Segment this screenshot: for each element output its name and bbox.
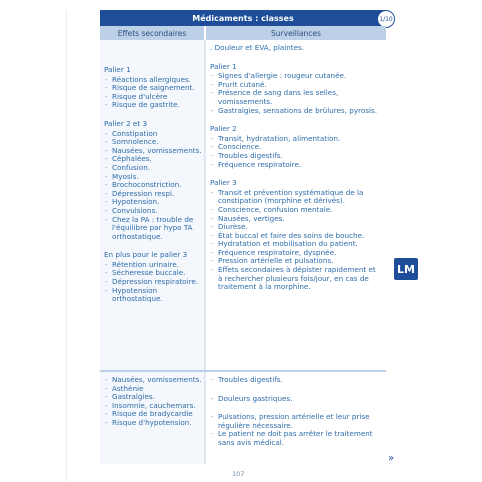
list-item: - Réactions allergiques. <box>104 76 202 85</box>
list-item: - Dépression respiratoire. <box>104 278 202 287</box>
list-item: - Dépression respi. <box>104 190 202 199</box>
effets-palier1-heading: Palier 1 <box>104 65 131 74</box>
effets-palier23-list <box>104 130 202 242</box>
list-item: - Présence de sang dans les selles, vomissements. <box>210 89 382 106</box>
list-item: - Conscience. <box>210 143 382 152</box>
surveillances-palier1-list <box>210 72 382 115</box>
list-item: - Rétention urinaire. <box>104 261 202 270</box>
surveillances-bottom-block <box>210 376 382 448</box>
list-item: - Risque d'ulcère <box>104 93 202 102</box>
surveillances-palier3-heading: Palier 3 <box>210 178 237 188</box>
list-item: - Gastralgies, sensations de brûlures, pyrosis. <box>210 107 382 116</box>
row-separator <box>100 370 386 372</box>
surveillances-palier3-list <box>210 189 382 292</box>
list-item: - État buccal et faire des soins de bouche. <box>210 232 382 241</box>
list-item: - Nausées, vomissements. <box>104 376 202 385</box>
list-item: - Convulsions. <box>104 207 202 216</box>
list-item: - Signes d'allergie : rougeur cutanée. <box>210 72 382 81</box>
double-chevron-right-icon[interactable]: » <box>388 453 395 464</box>
column-header-surveillances: Surveillances <box>206 26 386 40</box>
list-item: - Chez la PA : trouble de l'équilibre par hypo TA orthostatique. <box>104 216 202 242</box>
surveillances-palier2-list <box>210 135 382 169</box>
list-item: - Transit, hydratation, alimentation. <box>210 135 382 144</box>
column-divider <box>204 40 206 464</box>
list-item: - Hypotension orthostatique. <box>104 287 202 304</box>
list-item: - Nausées, vomissements. <box>104 147 202 156</box>
list-item: - Troubles digestifs. <box>210 376 382 385</box>
list-item: - Conscience, confusion mentale. <box>210 206 382 215</box>
column-header-effets: Effets secondaires <box>100 26 204 40</box>
surveillances-palier2-heading: Palier 2 <box>210 124 237 134</box>
effets-block <box>104 66 202 304</box>
side-tab-lm[interactable]: LM <box>394 258 418 280</box>
effets-palier23-heading: Palier 2 et 3 <box>104 118 148 128</box>
list-item: - Fréquence respiratoire. <box>210 161 382 170</box>
list-item: - Pulsations, pression artérielle et leur prise régulière nécessaire. <box>210 413 382 430</box>
table-title: Médicaments : classes <box>100 10 386 26</box>
list-item: - Confusion. <box>104 164 202 173</box>
list-item: - Hypotension. <box>104 198 202 207</box>
list-item: - Asthénie <box>104 385 202 394</box>
list-item: - Constipation <box>104 130 202 139</box>
left-margin <box>0 0 64 482</box>
list-item: - Gastralgies. <box>104 393 202 402</box>
page-number: 107 <box>232 470 245 478</box>
list-item: - Le patient ne doit pas arrêter le traitement sans avis médical. <box>210 430 382 447</box>
surveillances-palier1-heading: Palier 1 <box>210 61 237 71</box>
list-item: - Myosis. <box>104 173 202 182</box>
effets-palier3-heading: En plus pour le palier 3 <box>104 250 188 260</box>
list-item: - Risque de gastrite. <box>104 101 202 110</box>
list-item: - Sécheresse buccale. <box>104 269 202 278</box>
page-badge: 1/10 <box>377 10 395 28</box>
list-item: - Effets secondaires à dépister rapidement et à rechercher plusieurs fois/jour, en cas de traitement à la morphine. <box>210 266 382 292</box>
surveillances-block <box>210 44 382 292</box>
effets-bottom-list <box>104 376 202 428</box>
list-item: - Risque d'hypotension. <box>104 419 202 428</box>
effets-palier1-list <box>104 76 202 110</box>
list-item: - Transit et prévention systématique de la constipation (morphine et dérivés). <box>210 189 382 206</box>
list-item: - Nausées, vertiges. <box>210 215 382 224</box>
list-item: - Troubles digestifs. <box>210 152 382 161</box>
list-item: - Risque de saignement. <box>104 84 202 93</box>
list-item: - Somnolence. <box>104 138 202 147</box>
list-item: - Pression artérielle et pulsations. <box>210 257 382 266</box>
list-item: - Insomnie, cauchemars. <box>104 402 202 411</box>
surveillances-intro: . Douleur et EVA, plaintes. <box>210 43 305 52</box>
effets-palier3-list <box>104 261 202 304</box>
list-item: - Prurit cutané. <box>210 81 382 90</box>
right-gutter <box>396 0 482 482</box>
list-item: - Diurèse. <box>210 223 382 232</box>
list-item: - Céphalées. <box>104 155 202 164</box>
list-item: - Brochoconstriction. <box>104 181 202 190</box>
list-item: - Hydratation et mobilisation du patient. <box>210 240 382 249</box>
list-item: - Fréquence respiratoire, dyspnée. <box>210 249 382 258</box>
list-item: - Risque de bradycardie <box>104 410 202 419</box>
list-item: - Douleurs gastriques. <box>210 395 382 404</box>
surveillances-bottom-list <box>210 376 382 448</box>
effets-bottom-block <box>104 376 202 428</box>
